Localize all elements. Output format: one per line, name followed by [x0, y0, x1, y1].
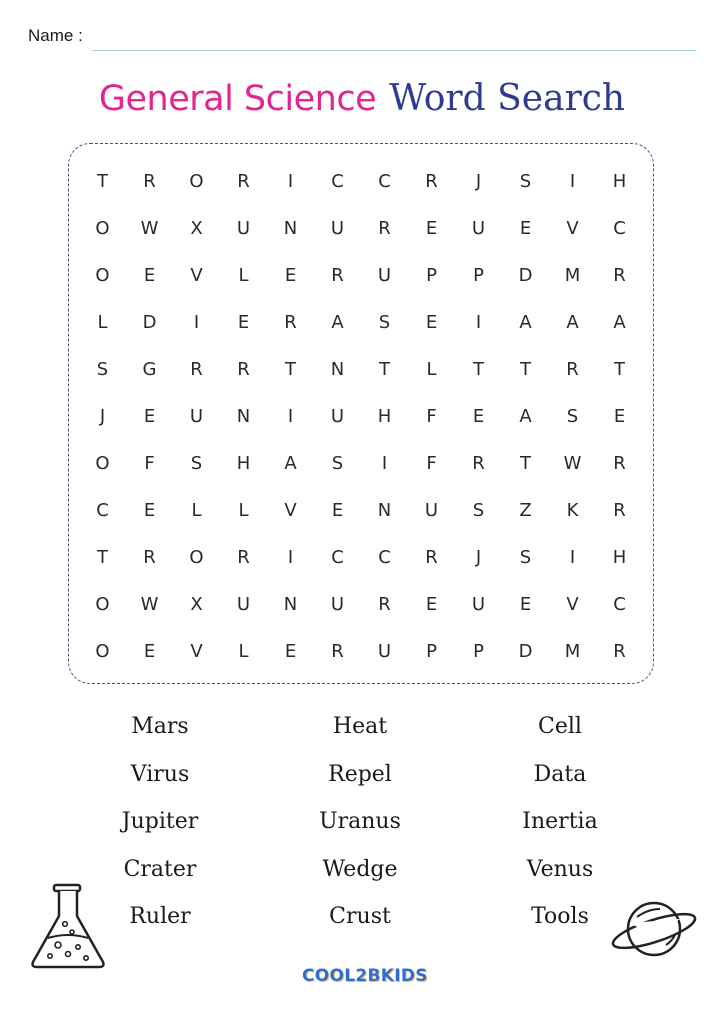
- grid-letter[interactable]: E: [143, 641, 156, 662]
- grid-letter[interactable]: V: [284, 500, 297, 521]
- grid-letter[interactable]: I: [569, 171, 576, 192]
- grid-letter[interactable]: L: [238, 641, 249, 662]
- word-list-item: Heat: [332, 714, 388, 740]
- grid-letter[interactable]: C: [331, 547, 344, 568]
- grid-letter[interactable]: I: [287, 406, 294, 427]
- grid-letter[interactable]: J: [475, 171, 482, 192]
- grid-letter[interactable]: R: [143, 547, 156, 568]
- grid-letter[interactable]: F: [426, 406, 437, 427]
- grid-letter[interactable]: S: [472, 500, 485, 521]
- grid-letter[interactable]: C: [613, 218, 626, 239]
- grid-letter[interactable]: E: [331, 500, 344, 521]
- grid-letter[interactable]: H: [612, 547, 627, 568]
- word-list-item: Crust: [329, 904, 391, 930]
- grid-letter[interactable]: S: [378, 312, 391, 333]
- grid-letter[interactable]: A: [613, 312, 626, 333]
- grid-letter[interactable]: P: [426, 265, 437, 286]
- grid-letter[interactable]: R: [566, 359, 579, 380]
- grid-letter[interactable]: R: [143, 171, 156, 192]
- grid-letter[interactable]: A: [284, 453, 297, 474]
- grid-letter[interactable]: T: [97, 547, 108, 568]
- grid-letter[interactable]: C: [331, 171, 344, 192]
- grid-letter[interactable]: N: [236, 406, 251, 427]
- word-list-item: Repel: [328, 761, 392, 787]
- grid-letter[interactable]: O: [95, 594, 110, 615]
- grid-letter[interactable]: E: [425, 218, 438, 239]
- grid-letter[interactable]: A: [566, 312, 579, 333]
- word-list-item: Jupiter: [121, 809, 199, 835]
- word-list-item: Tools: [531, 904, 589, 930]
- word-list-item: Uranus: [319, 809, 401, 835]
- grid-letter[interactable]: U: [471, 218, 486, 239]
- grid-letter[interactable]: C: [613, 594, 626, 615]
- grid-letter[interactable]: S: [566, 406, 579, 427]
- grid-letter[interactable]: O: [189, 547, 204, 568]
- grid-letter[interactable]: U: [471, 594, 486, 615]
- grid-letter[interactable]: S: [519, 171, 532, 192]
- grid-letter[interactable]: E: [472, 406, 485, 427]
- grid-letter[interactable]: A: [331, 312, 344, 333]
- grid-letter[interactable]: U: [330, 218, 345, 239]
- grid-letter[interactable]: H: [377, 406, 392, 427]
- grid-letter[interactable]: R: [378, 594, 391, 615]
- grid-letter[interactable]: I: [287, 171, 294, 192]
- word-list-item: Inertia: [522, 809, 598, 835]
- grid-letter[interactable]: V: [566, 218, 579, 239]
- grid-letter[interactable]: R: [425, 547, 438, 568]
- grid-letter[interactable]: O: [189, 171, 204, 192]
- logo-text: COOL2BKIDS: [302, 966, 428, 986]
- grid-letter[interactable]: X: [190, 218, 203, 239]
- grid-letter[interactable]: L: [97, 312, 108, 333]
- word-list-item: Wedge: [322, 856, 398, 882]
- page-title: [0, 78, 724, 119]
- grid-letter[interactable]: X: [190, 594, 203, 615]
- grid-letter[interactable]: U: [189, 406, 204, 427]
- grid-letter[interactable]: R: [613, 500, 626, 521]
- title-part-word-search: Word Search: [389, 78, 626, 119]
- grid-letter[interactable]: E: [284, 265, 297, 286]
- grid-letter[interactable]: R: [284, 312, 297, 333]
- grid-letter[interactable]: F: [426, 453, 437, 474]
- grid-letter[interactable]: D: [518, 641, 533, 662]
- grid-letter[interactable]: G: [142, 359, 157, 380]
- grid-letter[interactable]: T: [97, 171, 108, 192]
- grid-letter[interactable]: W: [140, 594, 159, 615]
- grid-letter[interactable]: J: [475, 547, 482, 568]
- grid-letter[interactable]: U: [330, 594, 345, 615]
- grid-letter[interactable]: I: [381, 453, 388, 474]
- grid-letter[interactable]: N: [283, 594, 298, 615]
- grid-letter[interactable]: E: [284, 641, 297, 662]
- grid-letter[interactable]: D: [518, 265, 533, 286]
- grid-letter[interactable]: I: [569, 547, 576, 568]
- grid-letter[interactable]: T: [520, 359, 531, 380]
- grid-letter[interactable]: E: [613, 406, 626, 427]
- grid-letter[interactable]: R: [378, 218, 391, 239]
- grid-letter[interactable]: C: [96, 500, 109, 521]
- grid-letter[interactable]: O: [95, 641, 110, 662]
- grid-letter[interactable]: T: [520, 453, 531, 474]
- grid-letter[interactable]: T: [614, 359, 625, 380]
- grid-letter[interactable]: K: [566, 500, 579, 521]
- cool2bkids-logo: [302, 966, 428, 990]
- grid-letter[interactable]: E: [143, 406, 156, 427]
- grid-letter[interactable]: H: [236, 453, 251, 474]
- grid-letter[interactable]: E: [425, 312, 438, 333]
- grid-letter[interactable]: R: [237, 547, 250, 568]
- grid-letter[interactable]: R: [237, 359, 250, 380]
- grid-letter[interactable]: S: [96, 359, 109, 380]
- grid-letter[interactable]: O: [95, 265, 110, 286]
- grid-letter[interactable]: S: [519, 547, 532, 568]
- grid-letter[interactable]: H: [612, 171, 627, 192]
- grid-letter[interactable]: I: [193, 312, 200, 333]
- name-label: Name :: [28, 26, 83, 45]
- grid-letter[interactable]: I: [287, 547, 294, 568]
- word-list-item: Venus: [526, 856, 594, 882]
- grid-letter[interactable]: T: [285, 359, 296, 380]
- grid-letter[interactable]: L: [238, 265, 249, 286]
- grid-letter[interactable]: E: [519, 594, 532, 615]
- grid-letter[interactable]: S: [331, 453, 344, 474]
- grid-letter[interactable]: Z: [519, 500, 532, 521]
- grid-letter[interactable]: C: [378, 547, 391, 568]
- word-list-item: Cell: [538, 714, 582, 740]
- planet-icon: [608, 893, 700, 965]
- grid-letter[interactable]: V: [190, 265, 203, 286]
- word-list: [60, 703, 660, 941]
- grid-letter[interactable]: L: [238, 500, 249, 521]
- grid-letter[interactable]: N: [330, 359, 345, 380]
- grid-letter[interactable]: M: [564, 265, 581, 286]
- word-list-item: Crater: [123, 856, 197, 882]
- grid-letter[interactable]: U: [330, 406, 345, 427]
- grid-letter[interactable]: L: [426, 359, 437, 380]
- grid-letter[interactable]: F: [144, 453, 155, 474]
- grid-letter[interactable]: W: [563, 453, 582, 474]
- grid-letter[interactable]: C: [378, 171, 391, 192]
- grid-letter[interactable]: M: [564, 641, 581, 662]
- grid-letter[interactable]: R: [613, 265, 626, 286]
- grid-letter[interactable]: E: [425, 594, 438, 615]
- grid-letter[interactable]: T: [473, 359, 484, 380]
- grid-letter[interactable]: U: [424, 500, 439, 521]
- grid-letter[interactable]: R: [237, 171, 250, 192]
- grid-letter[interactable]: L: [191, 500, 202, 521]
- grid-letter[interactable]: U: [236, 218, 251, 239]
- word-search-grid-box: [68, 143, 654, 684]
- word-list-item: Data: [533, 761, 587, 787]
- grid-letter[interactable]: R: [613, 641, 626, 662]
- letter-grid: [79, 158, 643, 675]
- grid-letter[interactable]: T: [379, 359, 390, 380]
- grid-letter[interactable]: R: [425, 171, 438, 192]
- word-list-item: Mars: [131, 714, 189, 740]
- grid-letter[interactable]: A: [519, 406, 532, 427]
- grid-letter[interactable]: R: [472, 453, 485, 474]
- grid-letter[interactable]: S: [190, 453, 203, 474]
- grid-letter[interactable]: R: [613, 453, 626, 474]
- title-part-general-science: General Science: [98, 79, 377, 119]
- grid-letter[interactable]: J: [99, 406, 106, 427]
- grid-letter[interactable]: V: [190, 641, 203, 662]
- grid-letter[interactable]: E: [143, 500, 156, 521]
- name-row: [24, 24, 696, 52]
- grid-letter[interactable]: A: [519, 312, 532, 333]
- grid-letter[interactable]: O: [95, 218, 110, 239]
- grid-letter[interactable]: E: [143, 265, 156, 286]
- grid-letter[interactable]: R: [190, 359, 203, 380]
- grid-letter[interactable]: N: [283, 218, 298, 239]
- grid-letter[interactable]: I: [475, 312, 482, 333]
- grid-letter[interactable]: U: [377, 265, 392, 286]
- grid-letter[interactable]: U: [377, 641, 392, 662]
- grid-letter[interactable]: R: [331, 265, 344, 286]
- grid-letter[interactable]: P: [473, 641, 484, 662]
- grid-letter[interactable]: N: [377, 500, 392, 521]
- grid-letter[interactable]: O: [95, 453, 110, 474]
- grid-letter[interactable]: E: [519, 218, 532, 239]
- grid-letter[interactable]: V: [566, 594, 579, 615]
- grid-letter[interactable]: E: [237, 312, 250, 333]
- grid-letter[interactable]: W: [140, 218, 159, 239]
- grid-letter[interactable]: P: [426, 641, 437, 662]
- name-line[interactable]: [92, 50, 696, 51]
- grid-letter[interactable]: P: [473, 265, 484, 286]
- word-list-item: Ruler: [129, 904, 191, 930]
- flask-icon: [28, 882, 108, 970]
- grid-letter[interactable]: U: [236, 594, 251, 615]
- grid-letter[interactable]: D: [142, 312, 157, 333]
- grid-letter[interactable]: R: [331, 641, 344, 662]
- word-list-item: Virus: [130, 761, 190, 787]
